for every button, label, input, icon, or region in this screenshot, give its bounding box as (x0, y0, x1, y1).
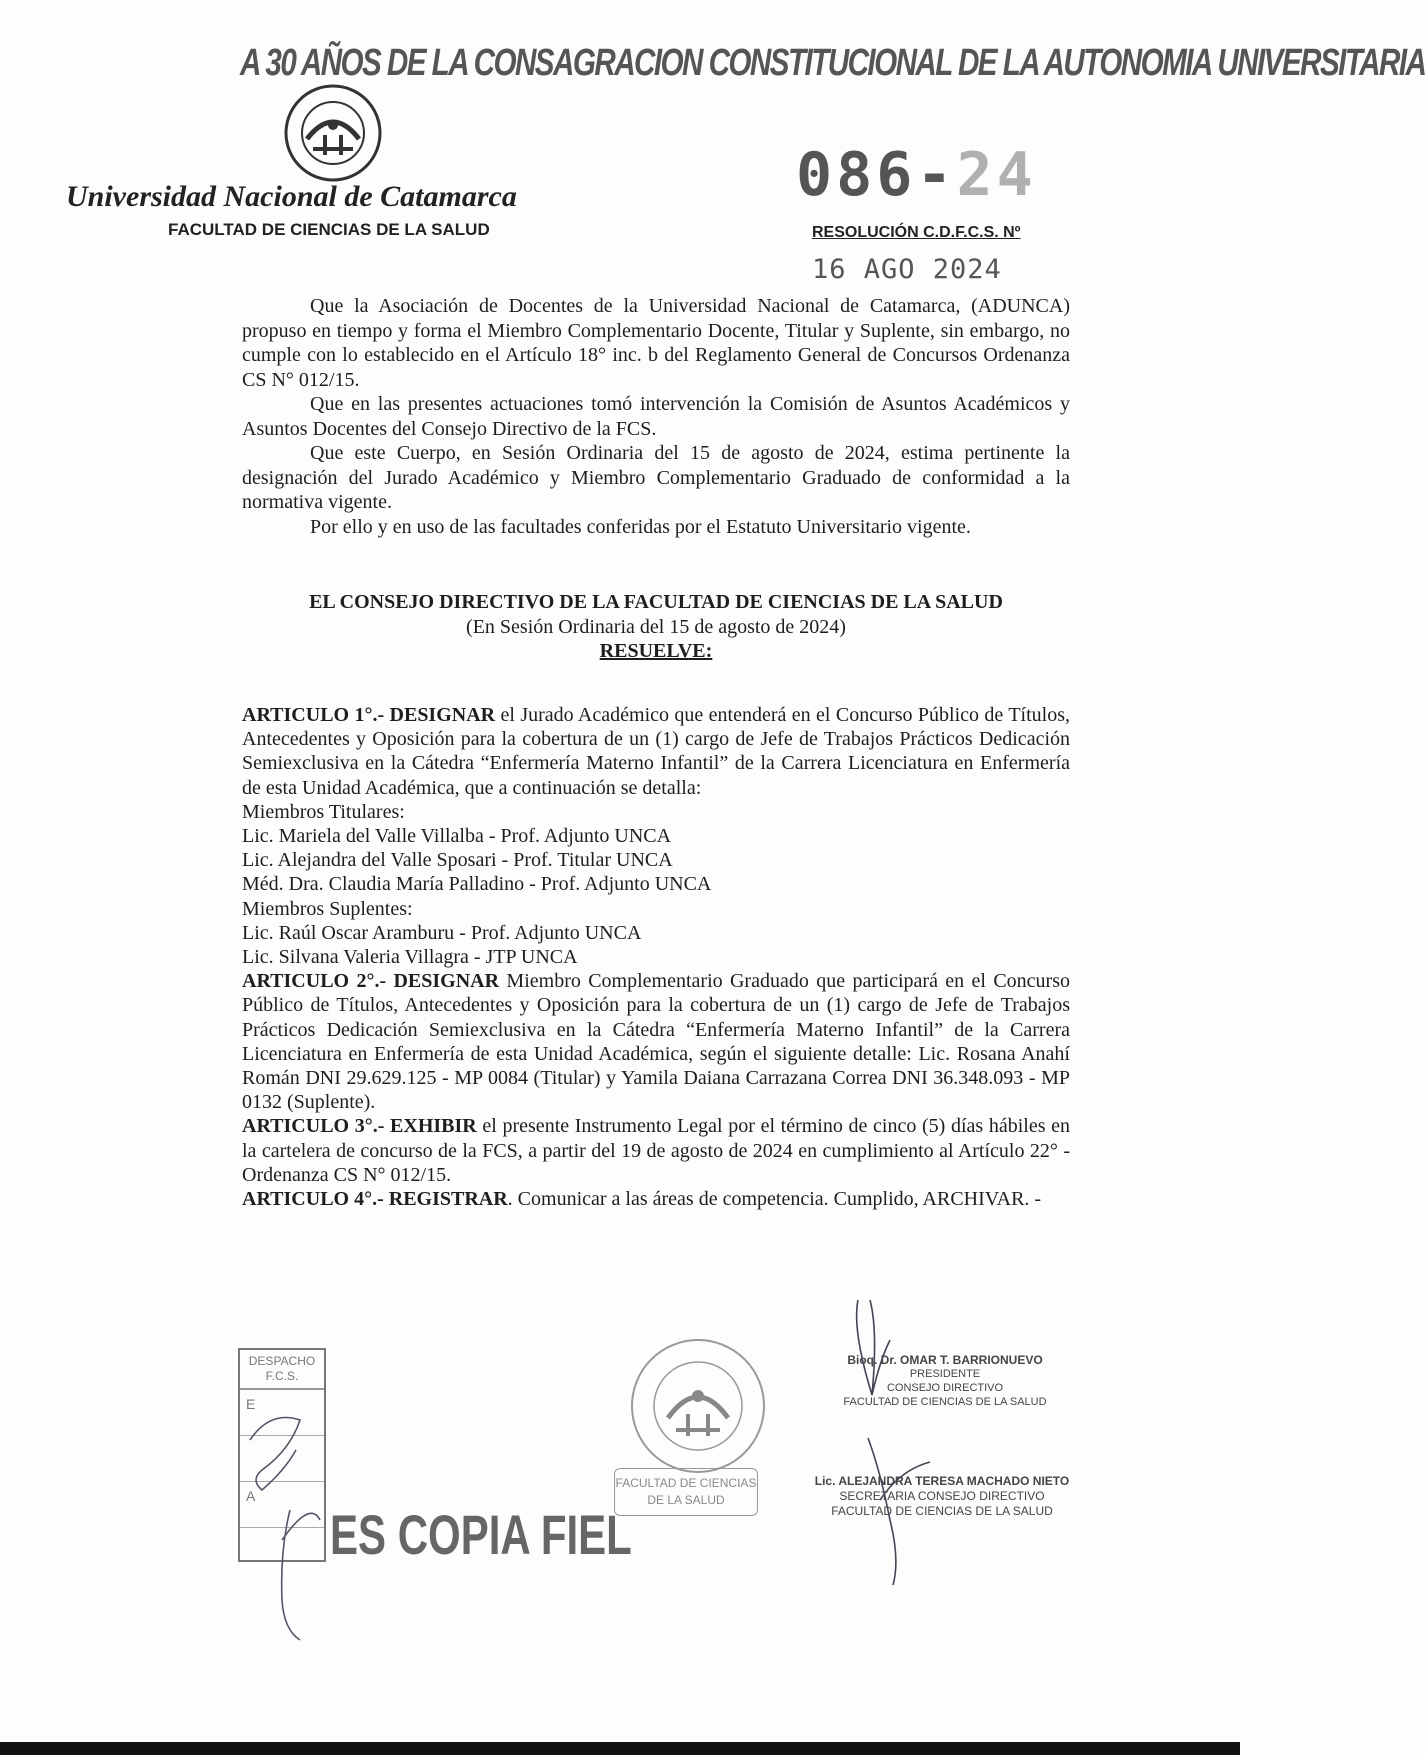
article-3-title: ARTICULO 3°.- EXHIBIR (242, 1115, 477, 1138)
faculty-seal (628, 1336, 768, 1476)
resolution-number-main: 086- (796, 140, 957, 210)
article-3 (242, 1114, 1070, 1187)
titular-member: Lic. Alejandra del Valle Sposari - Prof. Titular UNCA (242, 849, 673, 872)
university-logo (283, 83, 383, 183)
despacho-cell-e: E (240, 1390, 324, 1436)
suplente-member: Lic. Raúl Oscar Aramburu - Prof. Adjunto UNCA (242, 921, 642, 944)
despacho-stamp (238, 1348, 326, 1562)
despacho-cell-a: A (240, 1482, 324, 1528)
secretary-role: SECRETARIA CONSEJO DIRECTIVO (839, 1489, 1045, 1503)
resolve-title: RESUELVE: (599, 640, 713, 662)
article-4-title: ARTICULO 4°.- REGISTRAR (242, 1188, 508, 1211)
consideration-paragraph: Que la Asociación de Docentes de la Universidad Nacional de Catamarca, (ADUNCA) propuso en tiempo y forma el Miembro Complementario Docente, Titular y Suplente, sin embargo, no cumple con lo establecido en el Artículo 18° inc. b del Reglamento General de Concursos Ordenanza CS N° 012/15. (242, 295, 1070, 391)
resolution-heading (242, 590, 1070, 664)
resolution-date-stamp: 16 AGO 2024 (812, 254, 1002, 285)
session-subtitle: (En Sesión Ordinaria del 15 de agosto de 2024) (466, 615, 846, 638)
article-2-title: ARTICULO 2°.- DESIGNAR (242, 970, 500, 993)
titular-member: Méd. Dra. Claudia María Palladino - Prof. Adjunto UNCA (242, 873, 712, 896)
article-4 (242, 1187, 1070, 1211)
president-name: Bioq. Dr. OMAR T. BARRIONUEVO (847, 1353, 1043, 1367)
despacho-cell-blank (240, 1436, 324, 1482)
article-4-text: . Comunicar a las áreas de competencia. Cumplido, ARCHIVAR. - (507, 1188, 1042, 1211)
president-signature-block (820, 1353, 1070, 1409)
council-title: EL CONSEJO DIRECTIVO DE LA FACULTAD DE CIENCIAS DE LA SALUD (309, 591, 1003, 613)
suplentes-label: Miembros Suplentes: (242, 897, 413, 920)
secretary-signature-block (812, 1474, 1072, 1519)
article-2 (242, 969, 1070, 1114)
despacho-header (240, 1350, 324, 1390)
article-2-text: Miembro Complementario Graduado que participará en el Concurso Público de Títulos, Antecedentes y Oposición para la cobertura de un (1) cargo de Jefe de Trabajos Prácticos Dedicación Semiexclusiva en la Cátedra “Enfermería Materno Infantil” de la Carrera Licenciatura en Enfermería de esta Unidad Académica, según el siguiente detalle: Lic. Rosana Anahí Román DNI 29.629.125 - MP 0084 (Titular) y Yamila Daiana Carrazana Correa DNI 36.348.093 - MP 0132 (Suplente). (242, 970, 1070, 1114)
faculty-stamp-line2: DE LA SALUD (647, 1493, 725, 1507)
titular-member: Lic. Mariela del Valle Villalba - Prof. Adjunto UNCA (242, 825, 672, 848)
titulares-label: Miembros Titulares: (242, 800, 405, 823)
faculty-box-stamp (614, 1468, 758, 1516)
considerations (242, 294, 1070, 539)
copia-fiel-stamp: ES COPIA FIEL (330, 1503, 632, 1566)
faculty-name: FACULTAD DE CIENCIAS DE LA SALUD (168, 220, 490, 239)
secretary-faculty: FACULTAD DE CIENCIAS DE LA SALUD (831, 1504, 1053, 1518)
despacho-subtitle: F.C.S. (265, 1369, 299, 1383)
articles (242, 703, 1070, 1211)
suplente-member: Lic. Silvana Valeria Villagra - JTP UNCA (242, 946, 578, 969)
article-3-text: el presente Instrumento Legal por el término de cinco (5) días hábiles en la cartelera de concurso de la FCS, a partir del 19 de agosto de 2024 en cumplimiento al Artículo 22° - Ordenanza CS N° 012/15. (242, 1115, 1071, 1186)
article-1 (242, 703, 1070, 800)
article-1-title: ARTICULO 1°.- DESIGNAR (242, 704, 496, 726)
president-role: PRESIDENTE (909, 1368, 981, 1380)
consideration-paragraph: Que este Cuerpo, en Sesión Ordinaria del 15 de agosto de 2024, estima pertinente la designación del Jurado Académico y Miembro Complementario Graduado de conformidad a la normativa vigente. (242, 442, 1070, 513)
consideration-paragraph: Que en las presentes actuaciones tomó intervención la Comisión de Asuntos Académicos y Asuntos Docentes del Consejo Directivo de la FCS. (242, 393, 1070, 440)
scan-edge (0, 1742, 1240, 1755)
despacho-title: DESPACHO (248, 1354, 316, 1368)
president-faculty: FACULTAD DE CIENCIAS DE LA SALUD (843, 1396, 1047, 1408)
president-body: CONSEJO DIRECTIVO (886, 1382, 1004, 1394)
resolution-number (796, 140, 1037, 210)
consideration-paragraph: Por ello y en uso de las facultades conferidas por el Estatuto Universitario vigente. (310, 515, 971, 538)
faculty-stamp-line1: FACULTAD DE CIENCIAS (615, 1476, 757, 1490)
article-1-text: el Jurado Académico que entenderá en el Concurso Público de Títulos, Antecedentes y Oposición para la cobertura de un (1) cargo de Jefe de Trabajos Prácticos Dedicación Semiexclusiva en la Cátedra “Enfermería Materno Infantil” de la Carrera Licenciatura en Enfermería de esta Unidad Académica, que a continuación se detalla: (242, 704, 1070, 799)
resolution-label: RESOLUCIÓN C.D.F.C.S. Nº (812, 224, 1021, 241)
anniversary-banner: A 30 AÑOS DE LA CONSAGRACION CONSTITUCIONAL DE LA AUTONOMIA UNIVERSITARIA (240, 42, 1425, 84)
university-name: Universidad Nacional de Catamarca (66, 180, 517, 213)
resolution-year: 24 (956, 140, 1037, 210)
secretary-name: Lic. ALEJANDRA TERESA MACHADO NIETO (814, 1474, 1070, 1488)
